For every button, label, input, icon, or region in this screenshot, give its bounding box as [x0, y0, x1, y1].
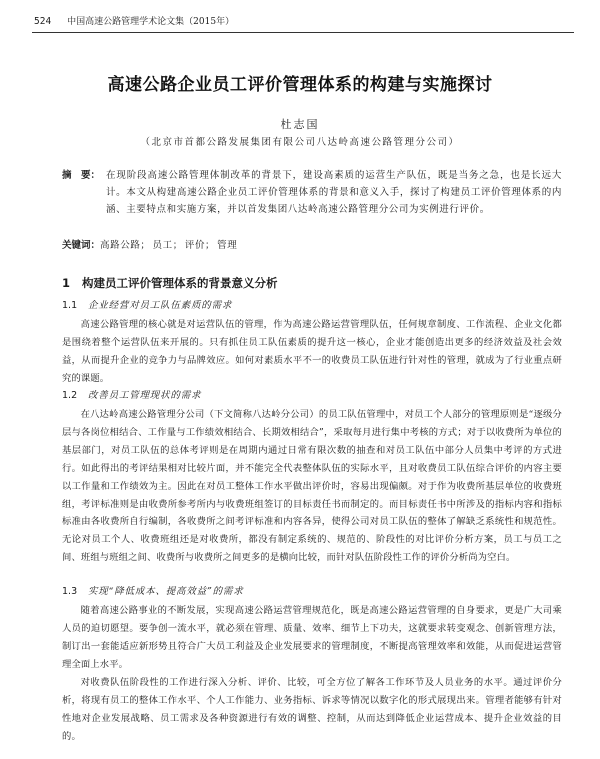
subsection-heading [62, 298, 562, 314]
running-header [34, 14, 574, 30]
paragraph: 高速公路管理的核心就是对运营队伍的管理，作为高速公路运营管理队伍，任何规章制度、工作流程、企业文化都是围绕着整个运营队伍来开展的。只有抓住员工队伍素质的提升这一核心，企业才能创造出更多的经济效益及社会效益，从而提升企业的竞争力与品牌效应。如何对素质水平不一的收费员工队伍进行针对性的管理，就成为了行业重点研究的课题。 [62, 319, 562, 384]
abstract [62, 167, 562, 218]
page-number: 524 [34, 16, 52, 27]
journal-name: 中国高速公路管理学术论文集（2015年） [67, 17, 235, 27]
keywords-label: 关键词： [62, 240, 101, 251]
keyword-item: 评价； [184, 240, 216, 251]
author: 杜志国 [280, 118, 320, 131]
subsection-number: 1.2 [62, 390, 78, 401]
subsection-number: 1.3 [62, 586, 78, 597]
paragraph: 对收费队伍阶段性的工作进行深入分析、评价、比较，可全方位了解各工作环节及人员业务的水平。通过评价分析，将现有员工的整体工作水平、个人工作能力、业务指标、诉求等情况以数字化的形式展现出来。管理者能够有针对性地对企业发展战略、员工需求及各种资源进行有效的调整、控制，从而达到降低企业运营成本、提升企业效益的目的。 [62, 677, 562, 742]
abstract-text: 在现阶段高速公路管理体制改革的背景下，建设高素质的运营生产队伍，既是当务之急，也是长远大计。本文从构建高速公路企业员工评价管理体系的背景和意义入手，探讨了构建员工评价管理体系的内涵、主要特点和实施方案，并以首发集团八达岭高速公路管理分公司为实例进行评价。 [106, 170, 562, 215]
paper-title: 高速公路企业员工评价管理体系的构建与实施探讨 [107, 75, 493, 95]
subsection-number: 1.1 [62, 300, 78, 311]
affiliation: （北京市首都公路发展集团有限公司八达岭高速公路管理分公司） [140, 137, 460, 148]
keywords [62, 238, 562, 254]
subsection-heading [62, 388, 562, 404]
subsection-title: 企业经营对员工队伍素质的需求 [88, 300, 233, 311]
subsection-heading [62, 584, 562, 600]
paragraph: 在八达岭高速公路管理分公司（下文简称八达岭分公司）的员工队伍管理中，对员工个人部分的管理原则是“逐级分层与各岗位相结合、工作量与工作绩效相结合、长期效相结合”，采取每月进行集中考核的方式；对于以收费所为单位的基层部门，对员工队伍的总体考评则是在周期内通过日常有限次数的抽查和对员工队伍中部分人员集中考评的方式进行。如此得出的考评结果相对比较片面，并不能完全代表整体队伍的实际水平，且对收费员工队伍综合评价的内容主要以工作量和工作绩效为主。因此在对员工整体工作水平做出评价时，容易出现偏颇。对于作为收费所基层单位的收费班组，考评标准则是由收费所参考所内与收费班组签订的目标责任书而制定的。而目标责任书中所涉及的指标内容和指标标准由各收费所自行编制，各收费所之间考评标准和内容各异，使得公司对员工队伍的整体了解缺乏系统性和规范性。无论对员工个人、收费班组还是对收费所，都没有制定系统的、规范的、阶段性的对比评价分析方案，员工与员工之间、班组与班组之间、收费所与收费所之间更多的是横向比较，而针对队伍阶段性工作的评价分析尚为空白。 [62, 409, 562, 564]
header-rule [32, 32, 574, 33]
abstract-label: 摘 要： [62, 170, 101, 181]
keyword-item: 管理 [217, 240, 238, 251]
keyword-item: 员工； [152, 240, 183, 251]
section-heading [62, 275, 562, 291]
section-title: 构建员工评价管理体系的背景意义分析 [82, 276, 278, 290]
keyword-item: 高路公路； [100, 240, 151, 251]
paragraph: 随着高速公路事业的不断发展，实现高速公路运营管理规范化，既是高速公路运营管理的自身要求，更是广大司乘人员的迫切愿望。要争创一流水平，就必须在管理、质量、效率、细节上下功夫，这就要求转变观念、创新管理方法，制订出一套能适应新形势且符合广大员工利益及企业发展要求的管理制度，不断提高管理效率和效能，从而促进运营管理全面上水平。 [62, 605, 562, 670]
section-number: 1 [62, 276, 71, 290]
subsection-title: 改善员工管理现状的需求 [88, 390, 202, 401]
subsection-title: 实现“降低成本、提高效益”的需求 [88, 586, 244, 597]
